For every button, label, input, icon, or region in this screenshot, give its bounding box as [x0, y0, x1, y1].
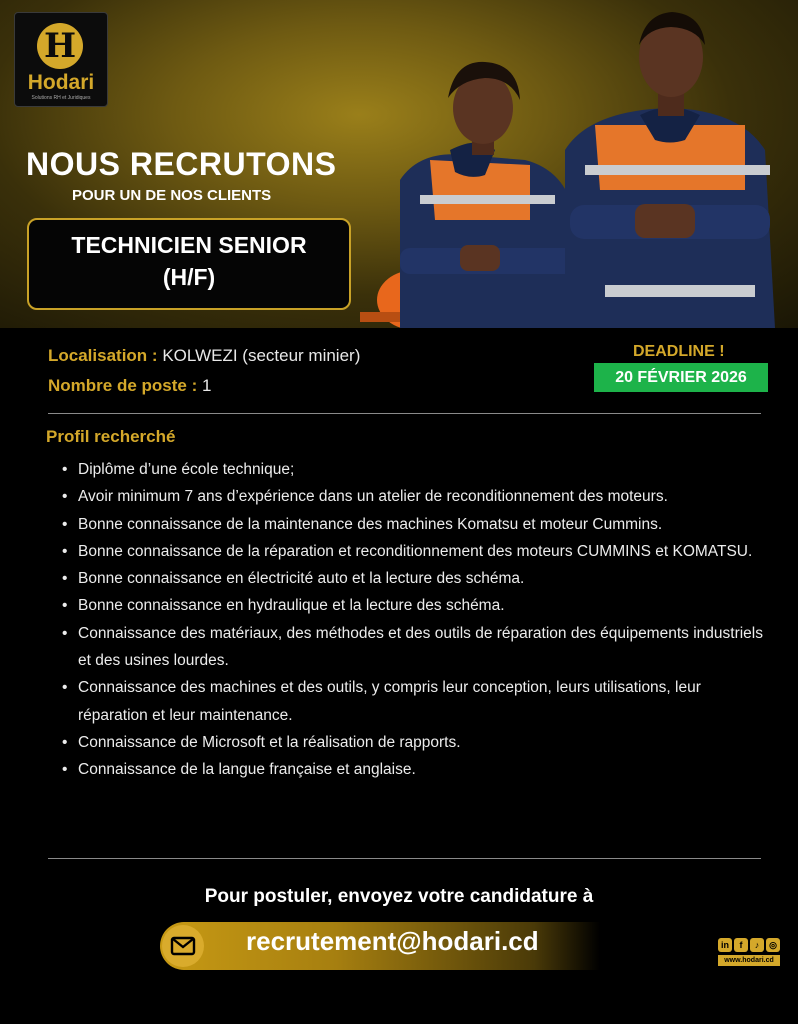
job-title-box — [27, 218, 351, 310]
hero-banner — [0, 0, 798, 328]
facebook-icon[interactable]: f — [734, 938, 748, 952]
linkedin-icon[interactable]: in — [718, 938, 732, 952]
requirement-item: • Connaissance des machines et des outils, y compris leur conception, leurs utilisations, leur réparation et leur maintenance. — [60, 674, 765, 729]
website-link[interactable]: www.hodari.cd — [718, 955, 780, 966]
requirement-item: • Connaissance de la langue française et anglaise. — [60, 756, 765, 783]
subheadline: POUR UN DE NOS CLIENTS — [72, 187, 272, 204]
email-link[interactable]: recrutement@hodari.cd — [246, 926, 539, 956]
location-label: Localisation : — [48, 346, 158, 365]
headline: NOUS RECRUTONS — [26, 146, 337, 182]
logo-mark-icon: H — [37, 23, 83, 69]
requirements-list — [60, 456, 765, 784]
requirement-item: • Diplôme d’une école technique; — [60, 456, 765, 483]
divider-top — [48, 413, 761, 414]
requirement-item: • Connaissance de Microsoft et la réalisation de rapports. — [60, 729, 765, 756]
positions-row — [48, 376, 211, 396]
positions-label: Nombre de poste : — [48, 376, 198, 395]
social-block — [718, 938, 780, 966]
workers-photo — [360, 0, 798, 328]
mail-icon — [162, 925, 204, 967]
profile-title: Profil recherché — [46, 427, 176, 446]
tiktok-icon[interactable]: ♪ — [750, 938, 764, 952]
location-value: KOLWEZI (secteur minier) — [162, 346, 361, 365]
requirement-item: • Bonne connaissance en électricité auto et la lecture des schéma. — [60, 565, 765, 592]
requirement-item: • Bonne connaissance en hydraulique et la lecture des schéma. — [60, 592, 765, 619]
job-gender: (H/F) — [162, 264, 216, 290]
logo-tagline: Solutions RH et Juridiques — [31, 95, 91, 101]
deadline-date-badge: 20 FÉVRIER 2026 — [594, 363, 768, 392]
divider-bottom — [48, 858, 761, 859]
instagram-icon[interactable]: ◎ — [766, 938, 780, 952]
requirement-item: • Bonne connaissance de la maintenance des machines Komatsu et moteur Cummins. — [60, 511, 765, 538]
location-row — [48, 346, 360, 366]
requirement-item: • Connaissance des matériaux, des méthodes et des outils de réparation des équipements industriels et des usines lourdes. — [60, 620, 765, 675]
logo-name: Hodari — [27, 71, 95, 94]
requirement-item: • Bonne connaissance de la réparation et reconditionnement des moteurs CUMMINS et KOMATSU. — [60, 538, 765, 565]
positions-value: 1 — [201, 376, 212, 395]
deadline-label: DEADLINE ! — [633, 343, 725, 360]
job-title: TECHNICIEN SENIOR — [71, 232, 307, 258]
requirement-item: • Avoir minimum 7 ans d’expérience dans un atelier de reconditionnement des moteurs. — [60, 483, 765, 510]
apply-instruction: Pour postuler, envoyez votre candidature à — [204, 886, 594, 907]
hodari-logo — [14, 12, 108, 107]
